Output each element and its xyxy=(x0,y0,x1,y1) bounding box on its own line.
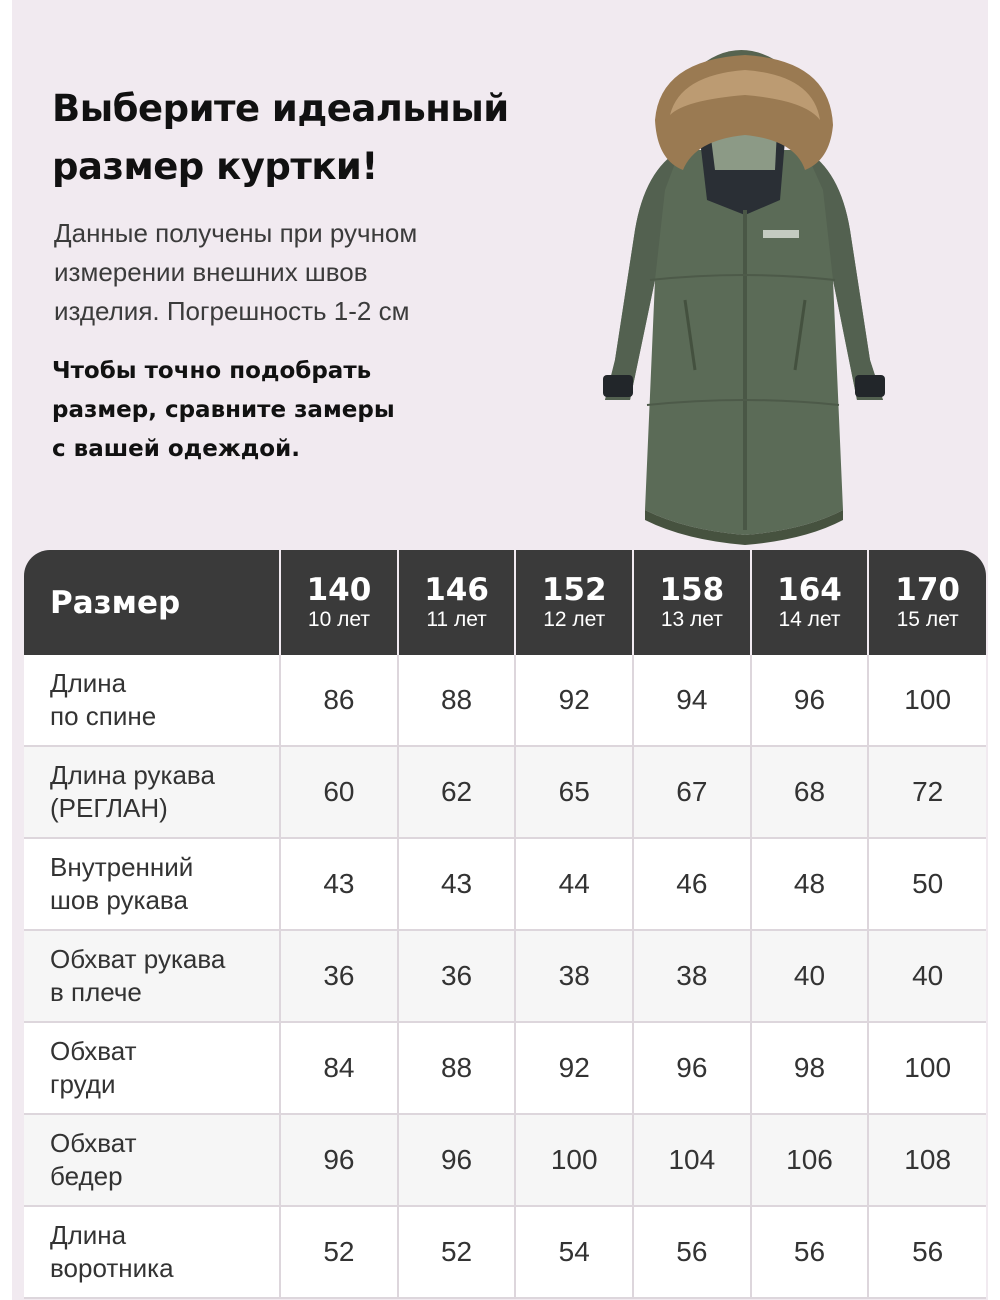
size-age: 14 лет xyxy=(778,607,841,631)
size-number: 164 xyxy=(777,571,842,608)
table-cell: 38 xyxy=(633,930,751,1022)
table-cell: 40 xyxy=(751,930,869,1022)
note-line: Данные получены при ручном xyxy=(54,218,418,248)
table-cell: 38 xyxy=(515,930,633,1022)
size-152-header xyxy=(515,550,633,655)
table-row-back-length xyxy=(24,655,986,746)
size-table-container xyxy=(24,550,986,1299)
row-label xyxy=(24,1022,280,1114)
size-158-header xyxy=(633,550,751,655)
table-cell: 84 xyxy=(280,1022,398,1114)
measurement-note xyxy=(54,214,514,331)
table-cell: 56 xyxy=(633,1206,751,1298)
table-cell: 88 xyxy=(398,655,516,746)
row-label xyxy=(24,930,280,1022)
row-label-line: по спине xyxy=(50,701,157,731)
table-cell: 98 xyxy=(751,1022,869,1114)
advice-line: с вашей одеждой. xyxy=(52,436,300,462)
table-cell: 94 xyxy=(633,655,751,746)
row-label xyxy=(24,1206,280,1298)
table-row-hips xyxy=(24,1114,986,1206)
table-cell: 62 xyxy=(398,746,516,838)
row-label xyxy=(24,746,280,838)
parka-jacket-illustration xyxy=(585,30,895,550)
row-label-line: Обхват xyxy=(50,1036,137,1066)
table-cell: 106 xyxy=(751,1114,869,1206)
table-row-collar-length xyxy=(24,1206,986,1298)
table-cell: 36 xyxy=(398,930,516,1022)
table-cell: 92 xyxy=(515,655,633,746)
size-age: 10 лет xyxy=(307,607,370,631)
table-cell: 100 xyxy=(515,1114,633,1206)
table-cell: 44 xyxy=(515,838,633,930)
row-label-line: шов рукава xyxy=(50,885,188,915)
size-age: 13 лет xyxy=(660,607,723,631)
size-number: 152 xyxy=(541,571,607,608)
table-row-inner-sleeve xyxy=(24,838,986,930)
right-cuff xyxy=(855,375,885,397)
size-column-header: Размер xyxy=(24,550,280,655)
row-label-line: Внутренний xyxy=(50,852,194,882)
size-170-header xyxy=(868,550,986,655)
table-cell: 88 xyxy=(398,1022,516,1114)
size-age: 12 лет xyxy=(543,607,606,631)
page-margin-right xyxy=(988,0,1000,1300)
table-cell: 68 xyxy=(751,746,869,838)
table-cell: 96 xyxy=(398,1114,516,1206)
page-title xyxy=(52,80,572,196)
table-cell: 72 xyxy=(868,746,986,838)
table-cell: 40 xyxy=(868,930,986,1022)
table-cell: 52 xyxy=(280,1206,398,1298)
size-age: 15 лет xyxy=(896,607,959,631)
row-label-line: бедер xyxy=(50,1161,123,1191)
left-cuff xyxy=(603,375,633,397)
table-cell: 43 xyxy=(398,838,516,930)
table-cell: 92 xyxy=(515,1022,633,1114)
advice-line: Чтобы точно подобрать xyxy=(52,358,372,384)
row-label-line: Обхват xyxy=(50,1128,137,1158)
table-cell: 60 xyxy=(280,746,398,838)
title-line: Выберите идеальный xyxy=(52,87,509,130)
table-cell: 56 xyxy=(868,1206,986,1298)
size-number: 140 xyxy=(306,571,372,608)
advice-line: размер, сравните замеры xyxy=(52,397,395,423)
row-label-line: (РЕГЛАН) xyxy=(50,793,168,823)
table-cell: 86 xyxy=(280,655,398,746)
table-cell: 46 xyxy=(633,838,751,930)
row-label xyxy=(24,655,280,746)
row-label-line: груди xyxy=(50,1069,116,1099)
row-label-line: воротника xyxy=(50,1253,174,1283)
table-cell: 54 xyxy=(515,1206,633,1298)
row-label-line: в плече xyxy=(50,977,142,1007)
table-cell: 100 xyxy=(868,1022,986,1114)
size-number: 146 xyxy=(424,571,489,608)
table-row-chest xyxy=(24,1022,986,1114)
row-label-line: Длина рукава xyxy=(50,760,215,790)
table-cell: 108 xyxy=(868,1114,986,1206)
table-cell: 50 xyxy=(868,838,986,930)
table-cell: 96 xyxy=(751,655,869,746)
table-cell: 67 xyxy=(633,746,751,838)
table-cell: 56 xyxy=(751,1206,869,1298)
title-line: размер куртки! xyxy=(52,145,378,188)
size-table xyxy=(24,550,986,1299)
fitting-advice xyxy=(52,352,492,469)
table-cell: 104 xyxy=(633,1114,751,1206)
size-number: 158 xyxy=(659,571,725,608)
table-row-upper-arm xyxy=(24,930,986,1022)
row-label-line: Обхват рукава xyxy=(50,944,226,974)
size-number: 170 xyxy=(895,571,961,608)
table-cell: 36 xyxy=(280,930,398,1022)
brand-badge xyxy=(763,230,799,238)
row-label-line: Длина xyxy=(50,668,127,698)
row-label xyxy=(24,1114,280,1206)
table-cell: 65 xyxy=(515,746,633,838)
page-margin-left xyxy=(0,0,12,1300)
table-cell: 52 xyxy=(398,1206,516,1298)
size-164-header xyxy=(751,550,869,655)
table-cell: 43 xyxy=(280,838,398,930)
note-line: измерении внешних швов xyxy=(54,257,368,287)
size-146-header xyxy=(398,550,516,655)
table-cell: 48 xyxy=(751,838,869,930)
table-row-sleeve-length xyxy=(24,746,986,838)
row-label xyxy=(24,838,280,930)
row-label-line: Длина xyxy=(50,1220,127,1250)
table-cell: 96 xyxy=(633,1022,751,1114)
size-age: 11 лет xyxy=(426,607,487,631)
table-cell: 100 xyxy=(868,655,986,746)
size-140-header xyxy=(280,550,398,655)
table-cell: 96 xyxy=(280,1114,398,1206)
note-line: изделия. Погрешность 1-2 см xyxy=(54,296,410,326)
size-header-row xyxy=(24,550,986,655)
